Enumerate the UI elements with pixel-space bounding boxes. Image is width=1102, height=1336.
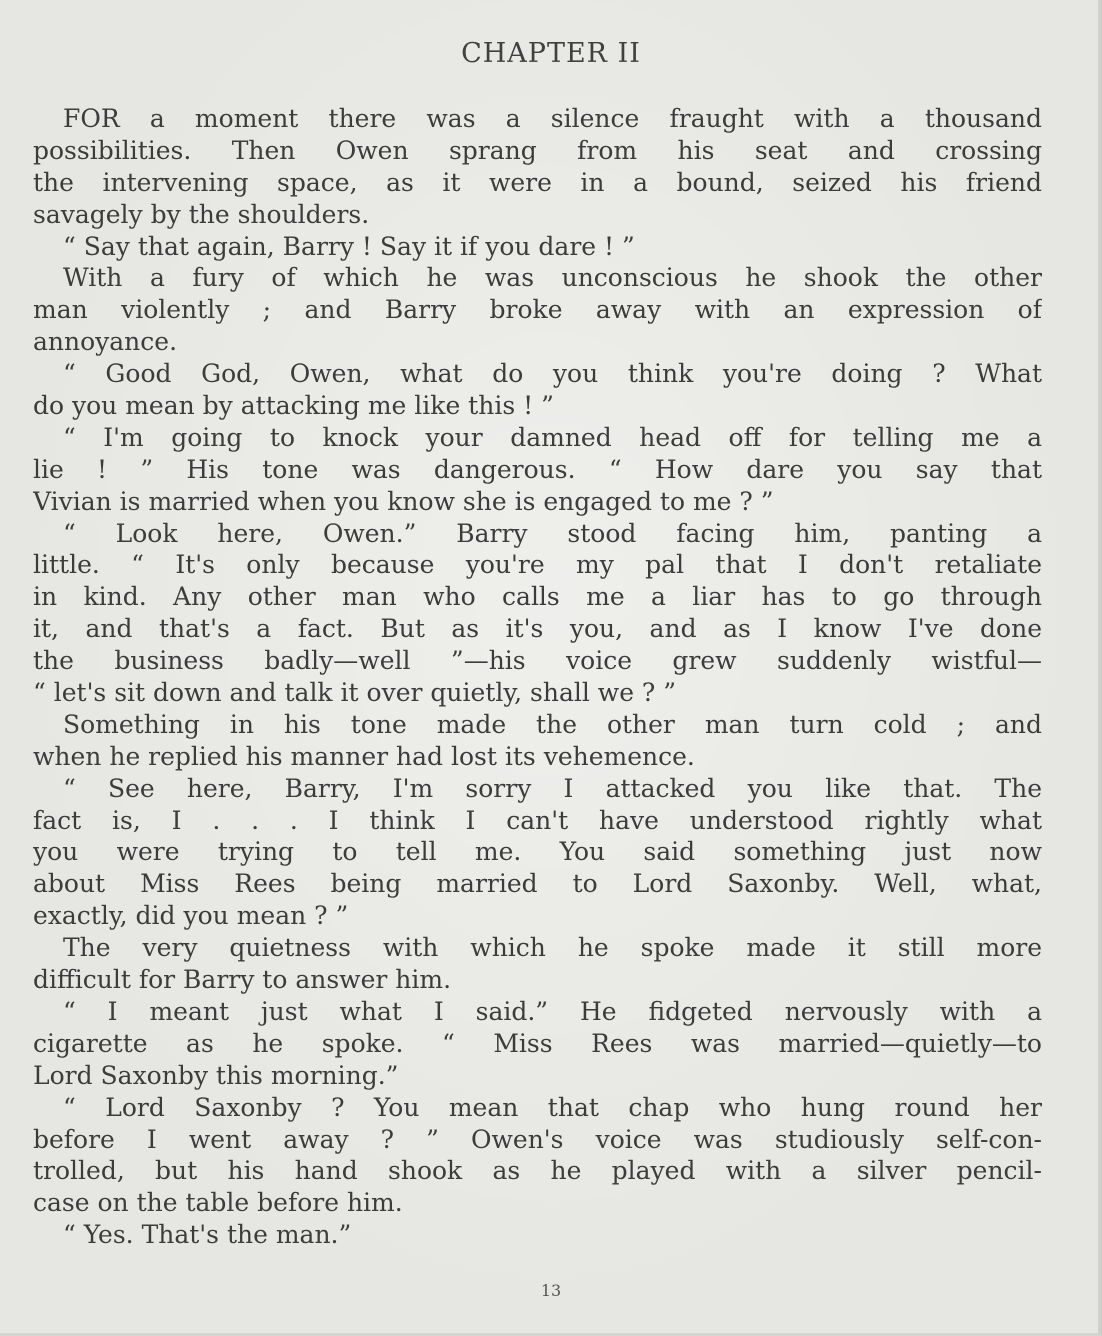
text-line: do you mean by attacking me like this ! ” [33, 391, 554, 421]
text-line: possibilities. Then Owen sprang from his seat and crossing [33, 135, 1042, 165]
text-line: fact is, I . . . I think I can't have understood rightly what [33, 805, 1042, 835]
text-line: it, and that's a fact. But as it's you, and as I know I've done [33, 614, 1042, 644]
text-line: Lord Saxonby this morning.” [33, 1060, 399, 1090]
text-line: With a fury of which he was unconscious he shook the other [63, 263, 1042, 293]
text-line: you were trying to tell me. You said something just now [33, 837, 1042, 867]
text-line: “ Yes. That's the man.” [63, 1220, 352, 1250]
text-line: annoyance. [33, 327, 178, 357]
text-line: “ See here, Barry, I'm sorry I attacked you like that. The [63, 773, 1042, 803]
text-line: Something in his tone made the other man turn cold ; and [63, 709, 1042, 739]
text-line: “ Lord Saxonby ? You mean that chap who hung round her [63, 1092, 1042, 1122]
body-text [33, 103, 1042, 1251]
text-line: difficult for Barry to answer him. [33, 965, 452, 995]
text-line: “ let's sit down and talk it over quietly, shall we ? ” [33, 678, 677, 708]
text-line: man violently ; and Barry broke away with an expression of [33, 295, 1042, 325]
text-line: “ Say that again, Barry ! Say it if you dare ! ” [63, 231, 635, 261]
text-line: Vivian is married when you know she is engaged to me ? ” [33, 486, 774, 516]
text-line: in kind. Any other man who calls me a liar has to go through [33, 582, 1042, 612]
text-line: “ Good God, Owen, what do you think you're doing ? What [63, 359, 1042, 389]
text-line: exactly, did you mean ? ” [33, 901, 349, 931]
text-line: the business badly—well ”—his voice grew suddenly wistful— [33, 646, 1042, 676]
text-line: The very quietness with which he spoke made it still more [63, 933, 1042, 963]
text-line: about Miss Rees being married to Lord Saxonby. Well, what, [33, 869, 1042, 899]
page-number: 13 [540, 1281, 562, 1300]
text-line: when he replied his manner had lost its vehemence. [33, 741, 695, 771]
text-line: the intervening space, as it were in a bound, seized his friend [33, 167, 1042, 197]
text-line: before I went away ? ” Owen's voice was studiously self-con- [33, 1124, 1042, 1154]
chapter-title: CHAPTER II [461, 38, 641, 69]
text-line: lie ! ” His tone was dangerous. “ How dare you say that [33, 454, 1042, 484]
text-line: savagely by the shoulders. [33, 199, 370, 229]
text-line: “ Look here, Owen.” Barry stood facing him, panting a [63, 518, 1042, 548]
text-line: FOR a moment there was a silence fraught with a thousand [63, 104, 1042, 133]
text-line: trolled, but his hand shook as he played with a silver pencil- [33, 1156, 1042, 1186]
text-line: “ I'm going to knock your damned head off for telling me a [63, 422, 1042, 452]
text-line: case on the table before him. [33, 1188, 403, 1218]
text-line: “ I meant just what I said.” He fidgeted nervously with a [63, 996, 1042, 1026]
text-line: little. “ It's only because you're my pal that I don't retaliate [33, 550, 1042, 580]
text-line: cigarette as he spoke. “ Miss Rees was married—quietly—to [33, 1028, 1042, 1058]
